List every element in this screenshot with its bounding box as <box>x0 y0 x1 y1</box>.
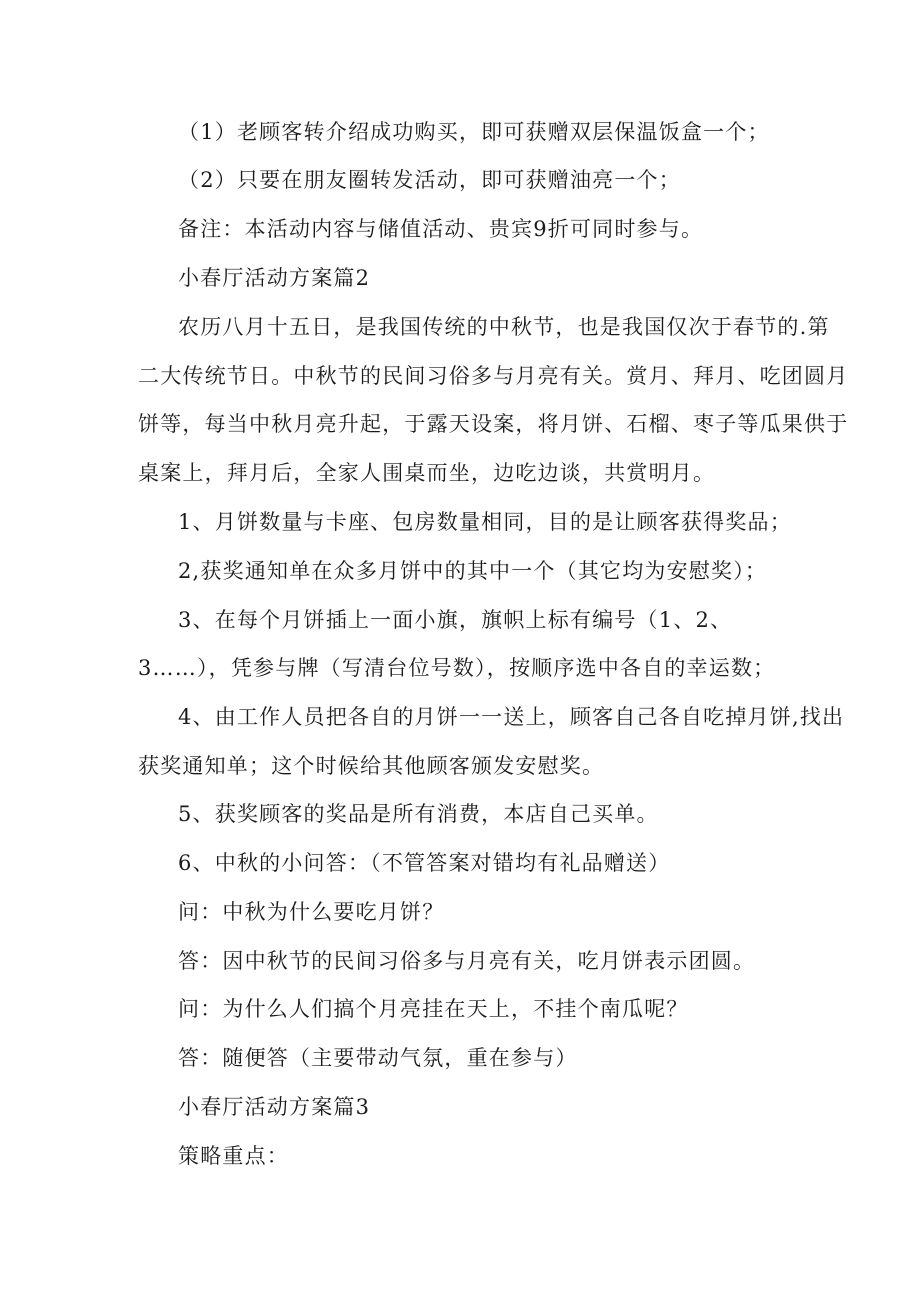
qa-answer-2: 答：随便答（主要带动气氛，重在参与） <box>178 1046 578 1070</box>
paragraph-line: 饼等，每当中秋月亮升起，于露天设案，将月饼、石榴、枣子等瓜果供于 <box>138 412 849 436</box>
rule-item-4-cont: 获奖通知单；这个时候给其他顾客颁发安慰奖。 <box>138 754 605 778</box>
gift-item-2: （2）只要在朋友圈转发活动，即可获赠油亮一个； <box>178 168 681 192</box>
paragraph-line: 农历八月十五日，是我国传统的中秋节，也是我国仅次于春节的.第 <box>178 315 830 339</box>
rule-item-2: 2,获奖通知单在众多月饼中的其中一个（其它均为安慰奖）； <box>178 559 768 583</box>
remark-line: 备注：本活动内容与储值活动、贵宾9折可同时参与。 <box>178 217 704 241</box>
qa-answer-1: 答：因中秋节的民间习俗多与月亮有关，吃月饼表示团圆。 <box>178 949 756 973</box>
section-heading-3: 小春厅活动方案篇3 <box>178 1095 371 1119</box>
rule-item-3-cont: 3……），凭参与牌（写清台位号数），按顺序选中各自的幸运数； <box>138 656 776 680</box>
qa-question-2: 问：为什么人们搞个月亮挂在天上，不挂个南瓜呢？ <box>178 997 689 1021</box>
paragraph-line: 桌案上，拜月后，全家人围桌而坐，边吃边谈，共赏明月。 <box>138 461 716 485</box>
section-heading-2: 小春厅活动方案篇2 <box>178 266 371 290</box>
strategy-heading: 策略重点： <box>178 1144 289 1168</box>
rule-item-6: 6、中秋的小问答：（不管答案对错均有礼品赠送） <box>178 851 671 875</box>
gift-item-1: （1）老顾客转介绍成功购买，即可获赠双层保温饭盒一个； <box>178 120 770 144</box>
qa-question-1: 问：中秋为什么要吃月饼？ <box>178 900 445 924</box>
rule-item-3: 3、在每个月饼插上一面小旗，旗帜上标有编号（1、2、 <box>178 608 733 632</box>
paragraph-line: 二大传统节日。中秋节的民间习俗多与月亮有关。赏月、拜月、吃团圆月 <box>138 364 849 388</box>
rule-item-5: 5、获奖顾客的奖品是所有消费，本店自己买单。 <box>178 802 659 826</box>
rule-item-4: 4、由工作人员把各自的月饼一一送上，顾客自己各自吃掉月饼,找出 <box>178 705 845 729</box>
rule-item-1: 1、月饼数量与卡座、包房数量相同，目的是让顾客获得奖品； <box>178 510 792 534</box>
